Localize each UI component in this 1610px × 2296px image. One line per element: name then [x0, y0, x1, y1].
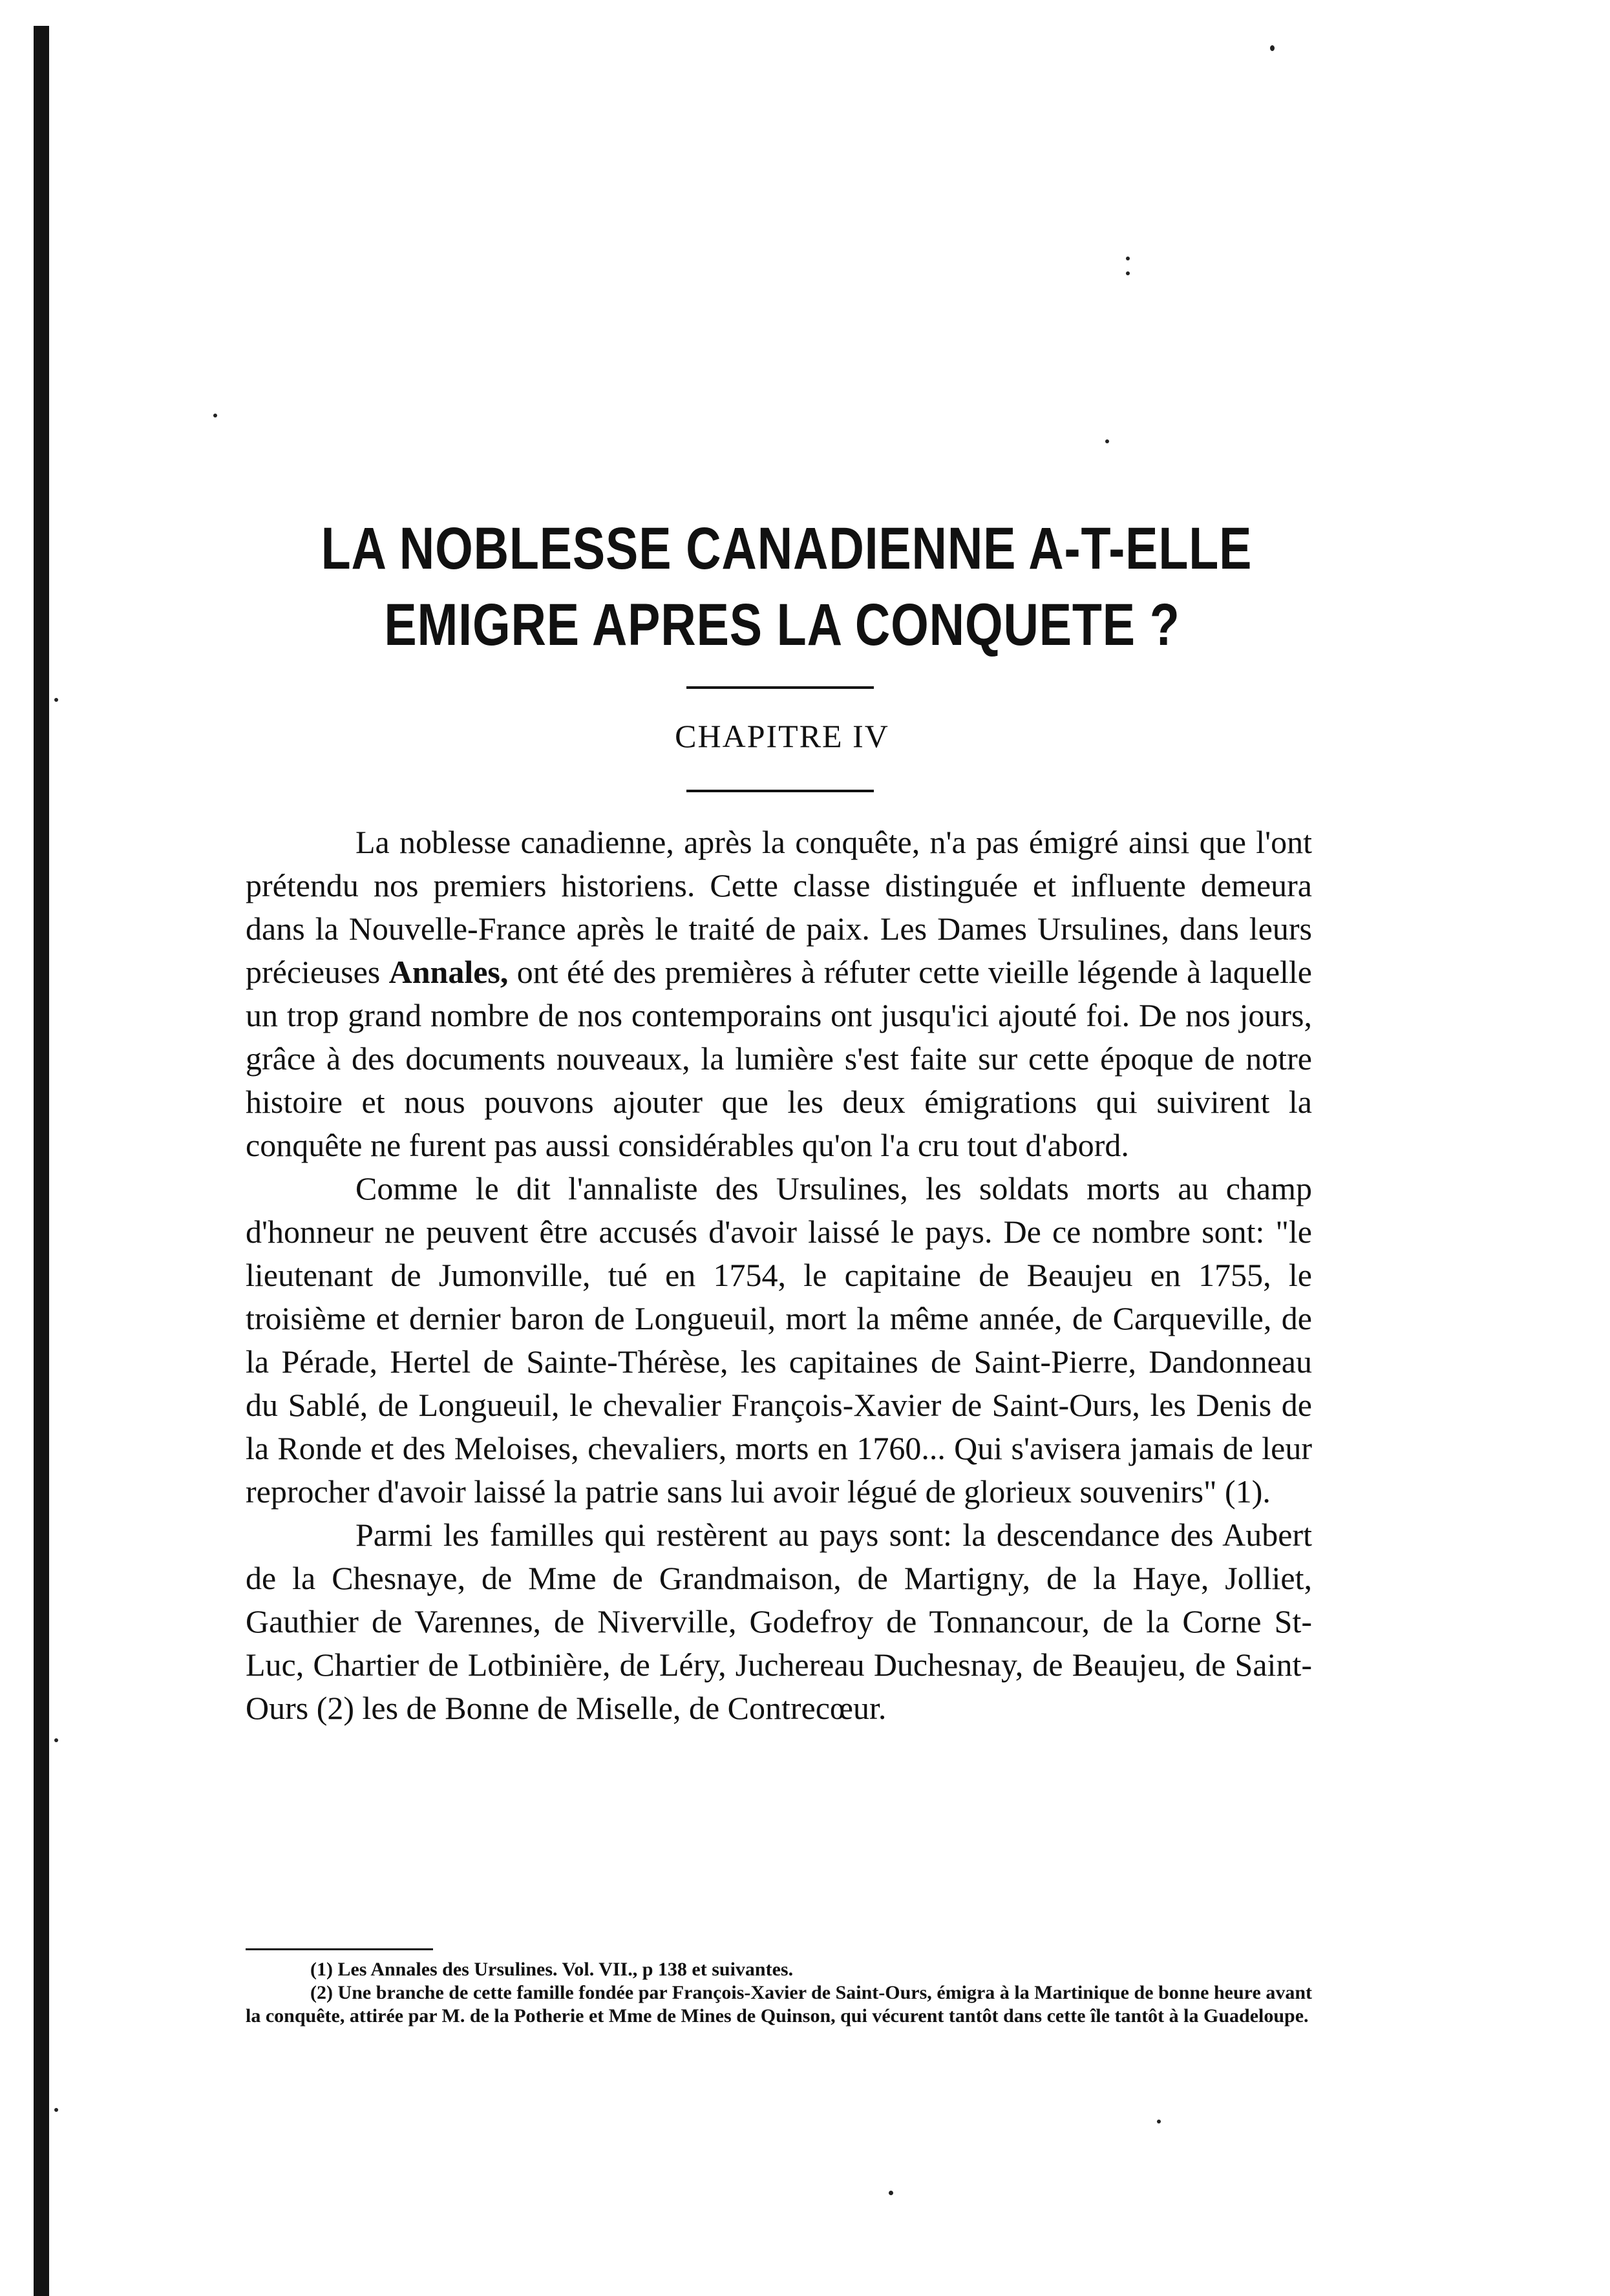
footnotes [246, 1958, 1312, 2028]
annales-emphasis: Annales, [388, 954, 509, 990]
print-speck [889, 2191, 893, 2195]
print-speck [1126, 271, 1130, 275]
print-speck [1157, 2120, 1161, 2123]
paragraph: Parmi les familles qui restèrent au pays sont: la descendance des Aubert de la Chesnaye, de Mme de Grandmaison, de Martigny, de la Haye, Jolliet, Gauthier de Varennes, de Niverville, Godefroy de Tonnancour, de la Corne St-Luc, Chartier de Lotbinière, de Léry, Juchereau Duchesnay, de Beaujeu, de Saint-Ours (2) les de Bonne de Miselle, de Contrecœur. [246, 1517, 1312, 1726]
page-title [321, 511, 1253, 663]
footnote: (1) Les Annales des Ursulines. Vol. VII., p 138 et suivantes. [310, 1959, 794, 1980]
title-line-1: LA NOBLESSE CANADIENNE A-T-ELLE [321, 516, 1253, 582]
paragraph-text: La noblesse canadienne, après la conquête, n'a pas émigré ainsi que l'ont prétendu nos premiers historiens. Cette classe distinguée et influente demeura dans la Nouvelle-France après le traité de paix. Les Dames Ursulines, dans leurs précieuses [246, 824, 1312, 990]
page-binding-edge [34, 26, 49, 2296]
paragraph: Comme le dit l'annaliste des Ursulines, les soldats morts au champ d'honneur ne peuvent être accusés d'avoir laissé le pays. De ce nombre sont: "le lieutenant de Jumonville, tué en 1754, le capitaine de Beaujeu en 1755, le troisième et dernier baron de Longueuil, mort la même année, de Carqueville, de la Pérade, Hertel de Sainte-Thérèse, les capitaines de Saint-Pierre, Dandonneau du Sablé, de Longueuil, le chevalier François-Xavier de Saint-Ours, les Denis de la Ronde et des Meloises, chevaliers, morts en 1760... Qui s'avisera jamais de leur reprocher d'avoir laissé la patrie sans lui avoir légué de glorieux souvenirs" (1). [246, 1170, 1312, 1510]
paragraph-text: ont été des premières à réfuter cette vieille légende à laquelle un trop grand nombre de nos contemporains ont jusqu'ici ajouté foi. De nos jours, grâce à des documents nouveaux, la lumière s'est faite sur cette époque de notre histoire et nous pouvons ajouter que les deux émigrations qui suivirent la conquête ne furent pas aussi considérables qu'on l'a cru tout d'abord. [246, 954, 1312, 1163]
binding-speck [54, 1738, 58, 1742]
chapter-rule [686, 790, 874, 792]
paragraph [246, 821, 1312, 1167]
footnote: (2) Une branche de cette famille fondée par François-Xavier de Saint-Ours, émigra à la Martinique de bonne heure avant la conquête, attirée par M. de la Potherie et Mme de Mines de Quinson, qui vécurent tantôt dans cette île tantôt à la Guadeloupe. [246, 1982, 1312, 2027]
binding-speck [54, 2108, 58, 2112]
print-speck [213, 414, 217, 417]
title-rule [686, 686, 874, 689]
print-speck [1126, 257, 1130, 260]
body-text [246, 821, 1312, 1730]
title-line-2: EMIGRE APRES LA CONQUETE ? [384, 592, 1180, 658]
print-speck [1105, 439, 1109, 443]
binding-speck [54, 698, 58, 702]
footnote-rule [246, 1948, 433, 1950]
print-speck [1270, 45, 1275, 51]
chapter-heading: CHAPITRE IV [675, 718, 889, 754]
